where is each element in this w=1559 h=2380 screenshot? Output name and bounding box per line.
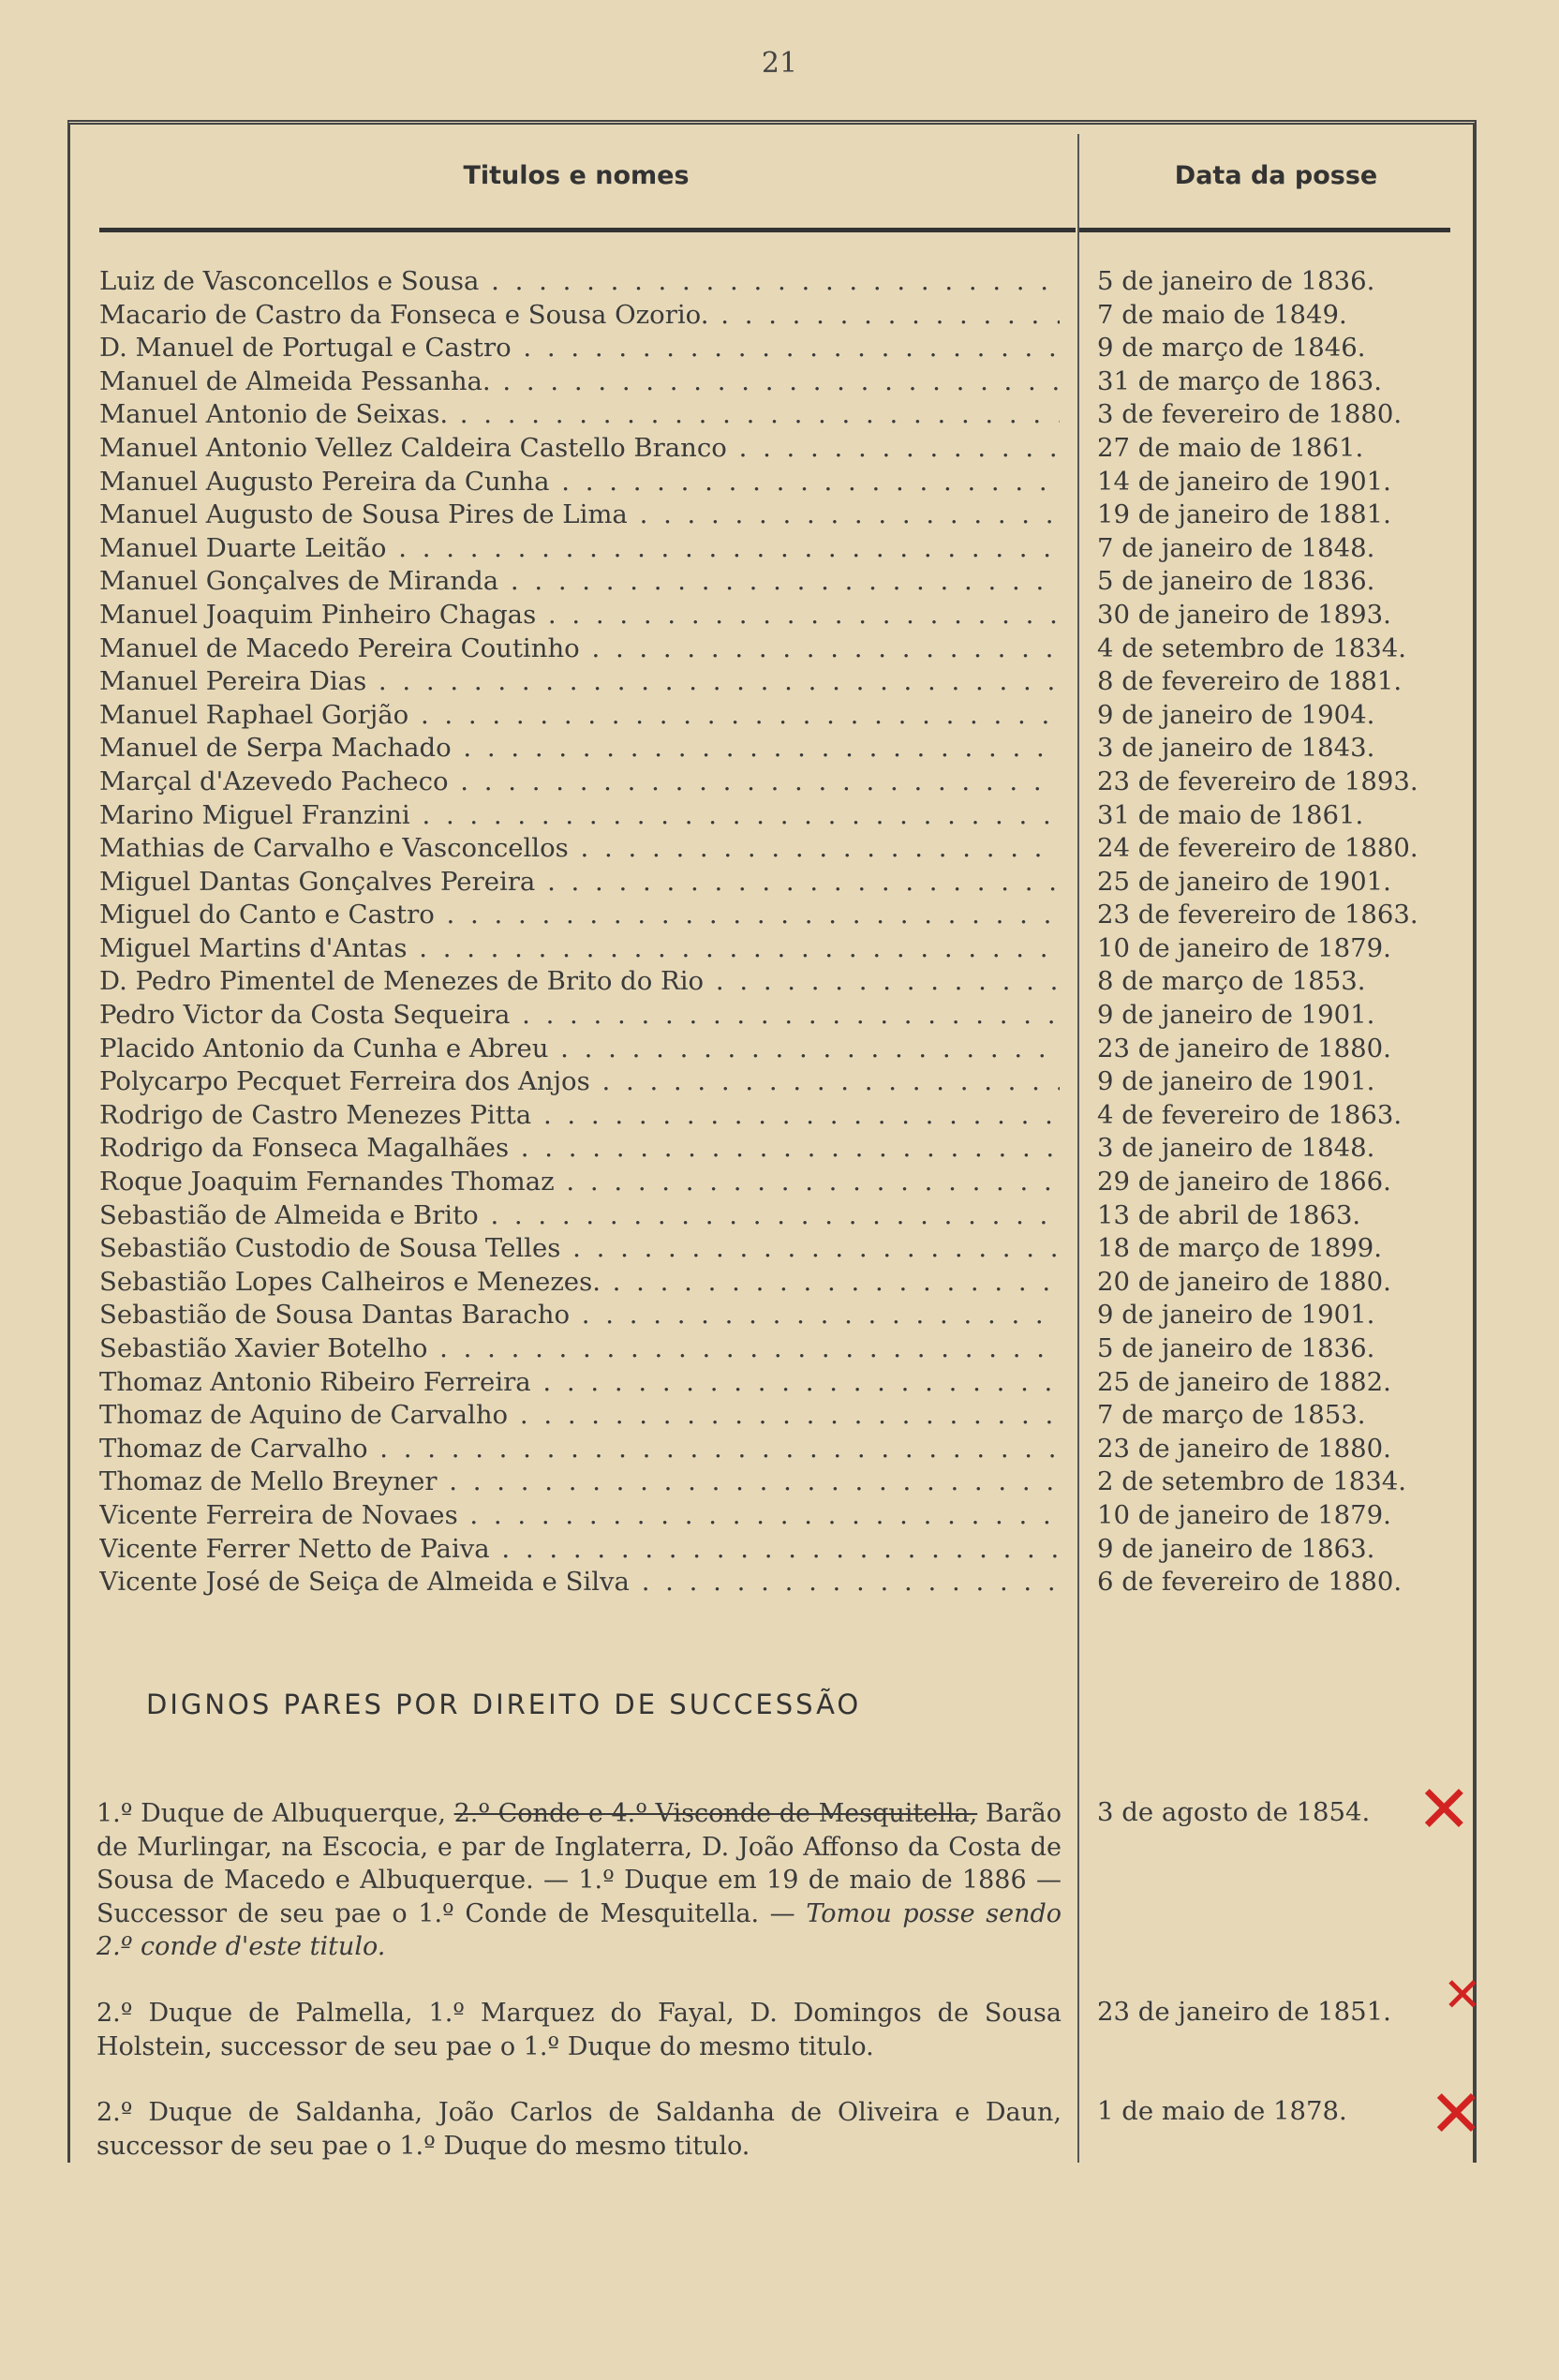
table-row — [99, 1566, 1477, 1599]
table-row — [99, 1266, 1477, 1300]
posse-date: 23 de janeiro de 1880. — [1097, 1033, 1391, 1064]
peer-name: Miguel Martins d'Antas . . . — [99, 932, 1060, 966]
peer-name: Pedro Victor da Costa Sequeira . . . — [99, 999, 1060, 1033]
posse-date: 13 de abril de 1863. — [1097, 1199, 1361, 1230]
succession-title: DIGNOS PARES POR DIREITO DE SUCCESSÃO — [146, 1688, 862, 1720]
red-x-mark: ✕ — [1443, 1968, 1482, 2022]
posse-date: 7 de maio de 1849. — [1097, 299, 1347, 330]
posse-date: 25 de janeiro de 1882. — [1097, 1366, 1391, 1397]
table-row — [99, 932, 1477, 966]
posse-date: 8 de fevereiro de 1881. — [1097, 666, 1403, 697]
table-row — [99, 832, 1477, 866]
table-row — [99, 1465, 1477, 1499]
peer-name: Vicente José de Seiça de Almeida e Silva . . . — [99, 1566, 1060, 1599]
succession-date: 23 de janeiro de 1851. — [1097, 1997, 1391, 2027]
posse-date: 4 de fevereiro de 1863. — [1097, 1099, 1403, 1130]
peer-name: Vicente Ferrer Netto de Paiva . . . — [99, 1533, 1060, 1567]
posse-date: 7 de março de 1853. — [1097, 1400, 1366, 1431]
peer-name: Manuel de Serpa Machado . . . — [99, 732, 1060, 766]
peer-name: Miguel do Canto e Castro . . . — [99, 899, 1060, 932]
table-row — [99, 1132, 1477, 1166]
posse-date: 14 de janeiro de 1901. — [1097, 466, 1391, 497]
posse-date: 9 de janeiro de 1901. — [1097, 1066, 1375, 1097]
item-number: 2.º — [97, 2098, 133, 2127]
table-row — [99, 565, 1477, 599]
posse-date: 25 de janeiro de 1901. — [1097, 866, 1391, 897]
table-row — [99, 498, 1477, 532]
posse-date: 18 de março de 1899. — [1097, 1233, 1383, 1264]
posse-date: 20 de janeiro de 1880. — [1097, 1266, 1391, 1297]
posse-date: 9 de março de 1846. — [1097, 333, 1366, 364]
table-row — [99, 1199, 1477, 1233]
posse-date: 29 de janeiro de 1866. — [1097, 1167, 1391, 1197]
posse-date: 3 de janeiro de 1843. — [1097, 733, 1375, 764]
posse-date: 9 de janeiro de 1904. — [1097, 699, 1375, 730]
table-row — [99, 365, 1477, 399]
peer-name: Manuel Augusto de Sousa Pires de Lima . . . — [99, 498, 1060, 532]
peer-list — [99, 265, 1477, 1599]
table-row — [99, 1533, 1477, 1567]
posse-date: 10 de janeiro de 1879. — [1097, 932, 1391, 963]
table-row — [99, 1033, 1477, 1066]
peer-name: Sebastião Custodio de Sousa Telles . . . — [99, 1232, 1060, 1266]
peer-name: Sebastião de Almeida e Brito . . . — [99, 1199, 1060, 1233]
peer-name: D. Pedro Pimentel de Menezes de Brito do Rio . . . — [99, 965, 1060, 999]
peer-name: Mathias de Carvalho e Vasconcellos . . . — [99, 832, 1060, 866]
peer-name: Manuel Joaquim Pinheiro Chagas . . . — [99, 599, 1060, 632]
peer-name: Vicente Ferreira de Novaes . . . — [99, 1499, 1060, 1533]
red-x-mark: ✕ — [1429, 2075, 1484, 2152]
peer-name: Manuel Antonio de Seixas. . . . — [99, 398, 1060, 432]
posse-date: 30 de janeiro de 1893. — [1097, 599, 1391, 630]
table-row — [99, 466, 1477, 499]
table-row — [99, 1299, 1477, 1332]
posse-date: 5 de janeiro de 1836. — [1097, 566, 1375, 597]
table-row — [99, 965, 1477, 999]
posse-date: 2 de setembro de 1834. — [1097, 1466, 1407, 1497]
table-row — [99, 1332, 1477, 1366]
posse-date: 24 de fevereiro de 1880. — [1097, 833, 1418, 864]
peer-name: Sebastião Lopes Calheiros e Menezes. . . . — [99, 1266, 1060, 1300]
table-row — [99, 398, 1477, 432]
header-rule — [99, 228, 1076, 232]
table-row — [99, 1232, 1477, 1266]
item-number: 1.º — [97, 1799, 133, 1828]
table-row — [99, 732, 1477, 766]
posse-date: 23 de fevereiro de 1863. — [1097, 900, 1418, 930]
posse-date: 3 de janeiro de 1848. — [1097, 1133, 1375, 1164]
peer-name: Thomaz de Carvalho . . . — [99, 1433, 1060, 1466]
peer-name: Manuel Duarte Leitão . . . — [99, 532, 1060, 566]
peer-name: Marino Miguel Franzini . . . — [99, 799, 1060, 833]
table-row — [99, 899, 1477, 932]
peer-name: Luiz de Vasconcellos e Sousa . . . — [99, 265, 1060, 299]
item-text: Barão de Murlingar, na Escocia, e par de Inglaterra, D. João Affonso da Costa de Sousa de Macedo e Albuquerque. — 1.º Duque em 19 de maio de 1886 — Successor de seu pae o 1.º Conde de Mesquitella. — — [97, 1799, 1062, 1928]
posse-date: 5 de janeiro de 1836. — [1097, 266, 1375, 296]
peer-name: Manuel Gonçalves de Miranda . . . — [99, 565, 1060, 599]
peer-name: Rodrigo de Castro Menezes Pitta . . . — [99, 1099, 1060, 1133]
peer-name: Manuel Antonio Vellez Caldeira Castello Branco . . . — [99, 432, 1060, 466]
posse-date: 9 de janeiro de 1901. — [1097, 1300, 1375, 1331]
succession-date: 3 de agosto de 1854. — [1097, 1797, 1371, 1827]
peer-name: Miguel Dantas Gonçalves Pereira . . . — [99, 866, 1060, 900]
table-row — [99, 432, 1477, 466]
posse-date: 31 de março de 1863. — [1097, 365, 1383, 396]
table-row — [99, 1366, 1477, 1400]
posse-date: 9 de janeiro de 1863. — [1097, 1533, 1375, 1564]
peer-name: D. Manuel de Portugal e Castro . . . — [99, 332, 1060, 365]
table-row — [99, 265, 1477, 299]
peer-name: Sebastião Xavier Botelho . . . — [99, 1332, 1060, 1366]
red-x-mark: ✕ — [1417, 1771, 1472, 1848]
item-text: Duque de Albuquerque, — [141, 1799, 446, 1828]
posse-date: 6 de fevereiro de 1880. — [1097, 1567, 1403, 1598]
peer-name: Manuel Augusto Pereira da Cunha . . . — [99, 466, 1060, 499]
posse-date: 23 de janeiro de 1880. — [1097, 1433, 1391, 1464]
peer-name: Sebastião de Sousa Dantas Baracho . . . — [99, 1299, 1060, 1332]
posse-date: 23 de fevereiro de 1893. — [1097, 766, 1418, 796]
posse-date: 19 de janeiro de 1881. — [1097, 499, 1391, 530]
item-number: 2.º — [97, 1999, 133, 2028]
struck-text: 2.º Conde e 4.º Visconde de Mesquitella, — [453, 1799, 978, 1828]
peer-name: Polycarpo Pecquet Ferreira dos Anjos . . . — [99, 1065, 1060, 1099]
table-row — [99, 1399, 1477, 1433]
peer-name: Thomaz Antonio Ribeiro Ferreira . . . — [99, 1366, 1060, 1400]
posse-date: 31 de maio de 1861. — [1097, 799, 1364, 830]
item-text: Duque de Palmella, 1.º Marquez do Fayal, D. Domingos de Sousa Holstein, successor de seu pae o 1.º Duque do mesmo titulo. — [97, 1999, 1062, 2061]
succession-item — [97, 2096, 1062, 2163]
peer-name: Manuel de Almeida Pessanha. . . . — [99, 365, 1060, 399]
table-row — [99, 299, 1477, 333]
table-row — [99, 1433, 1477, 1466]
peer-name: Thomaz de Aquino de Carvalho . . . — [99, 1399, 1060, 1433]
table-row — [99, 599, 1477, 632]
peer-name: Marçal d'Azevedo Pacheco . . . — [99, 766, 1060, 799]
item-text: Duque de Saldanha, João Carlos de Saldanha de Oliveira e Daun, successor de seu pae o 1.º Duque do mesmo titulo. — [97, 2098, 1062, 2161]
peer-name: Rodrigo da Fonseca Magalhães . . . — [99, 1132, 1060, 1166]
table-row — [99, 866, 1477, 900]
posse-date: 27 de maio de 1861. — [1097, 432, 1364, 463]
table-row — [99, 766, 1477, 799]
peer-name: Manuel Raphael Gorjão . . . — [99, 699, 1060, 733]
succession-item — [97, 1797, 1062, 1964]
table-row — [99, 1499, 1477, 1533]
table-row — [99, 799, 1477, 833]
header-titles: Titulos e nomes — [463, 161, 690, 190]
peer-name: Manuel de Macedo Pereira Coutinho . . . — [99, 632, 1060, 666]
table-row — [99, 1166, 1477, 1199]
peer-name: Manuel Pereira Dias . . . — [99, 665, 1060, 699]
table-row — [99, 332, 1477, 365]
succession-item — [97, 1997, 1062, 2063]
italic-note: Tomou posse sendo 2.º conde d'este titulo. — [97, 1898, 1062, 1961]
table-row — [99, 665, 1477, 699]
table-row — [99, 1065, 1477, 1099]
peer-name: Thomaz de Mello Breyner . . . — [99, 1465, 1060, 1499]
posse-date: 5 de janeiro de 1836. — [1097, 1333, 1375, 1363]
table-row — [99, 999, 1477, 1033]
table-row — [99, 699, 1477, 733]
header-date: Data da posse — [1174, 161, 1378, 190]
succession-date: 1 de maio de 1878. — [1097, 2096, 1347, 2126]
table-row — [99, 532, 1477, 566]
table-row — [99, 632, 1477, 666]
posse-date: 7 de janeiro de 1848. — [1097, 532, 1375, 563]
posse-date: 8 de março de 1853. — [1097, 966, 1366, 997]
peer-name: Macario de Castro da Fonseca e Sousa Ozorio. . . . — [99, 299, 1060, 333]
table-row — [99, 1099, 1477, 1133]
posse-date: 9 de janeiro de 1901. — [1097, 1000, 1375, 1031]
peer-name: Roque Joaquim Fernandes Thomaz . . . — [99, 1166, 1060, 1199]
posse-date: 4 de setembro de 1834. — [1097, 632, 1407, 663]
header-rule — [1079, 228, 1450, 232]
posse-date: 10 de janeiro de 1879. — [1097, 1499, 1391, 1530]
posse-date: 3 de fevereiro de 1880. — [1097, 399, 1403, 430]
peer-name: Placido Antonio da Cunha e Abreu . . . — [99, 1033, 1060, 1066]
page-number: 21 — [761, 47, 798, 80]
